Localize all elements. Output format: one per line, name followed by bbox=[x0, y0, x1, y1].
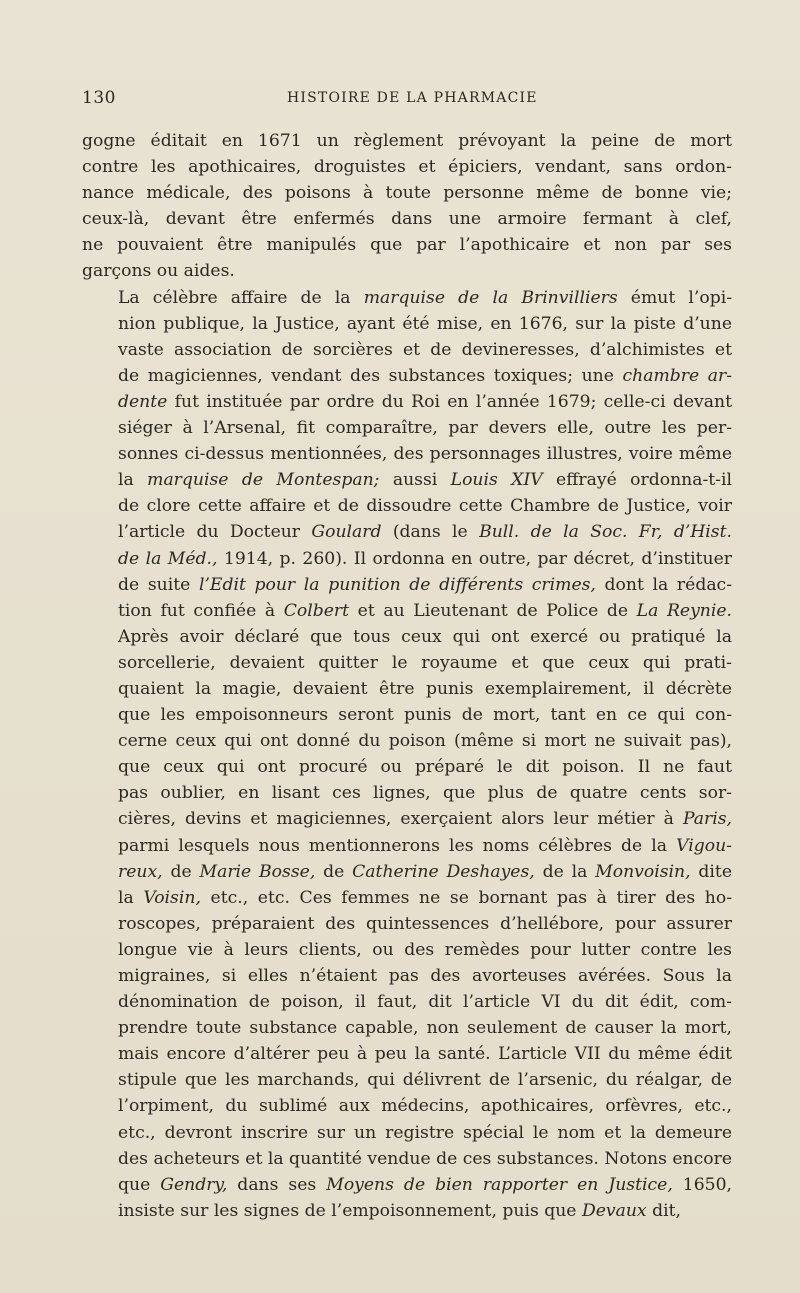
page-number: 130 bbox=[82, 88, 116, 108]
text-line: ne pouvaient être manipulés que par l’apothicaire et non par ses bbox=[82, 235, 732, 256]
text-line: insiste sur les signes de l’empoisonnement, puis que Devaux dit, bbox=[118, 1200, 681, 1221]
text-line: siéger à l’Arsenal, fit comparaître, par devers elle, outre les per- bbox=[118, 418, 732, 439]
text-line: nion publique, la Justice, ayant été mise, en 1676, sur la piste d’une bbox=[118, 313, 732, 334]
text-line: que Gendry, dans ses Moyens de bien rapporter en Justice, 1650, bbox=[118, 1174, 732, 1195]
text-line: de magiciennes, vendant des substances toxiques; une chambre ar- bbox=[118, 365, 732, 386]
text-line: de la Méd., 1914, p. 260). Il ordonna en outre, par décret, d’instituer bbox=[118, 548, 732, 569]
text-line: roscopes, préparaient des quintessences d’hellébore, pour assurer bbox=[118, 913, 732, 934]
paragraph-1 bbox=[82, 128, 732, 285]
text-line: sonnes ci-dessus mentionnées, des personnages illustres, voire même bbox=[118, 444, 732, 465]
text-line: migraines, si elles n’étaient pas des avorteuses avérées. Sous la bbox=[118, 966, 732, 986]
text-line: quaient la magie, devaient être punis exemplairement, il décrète bbox=[118, 678, 732, 699]
text-line: dénomination de poison, il faut, dit l’article VI du dit édit, com- bbox=[118, 992, 732, 1013]
text-line: longue vie à leurs clients, ou des remèdes pour lutter contre les bbox=[118, 939, 732, 960]
text-line: vaste association de sorcières et de devineresses, d’alchimistes et bbox=[118, 339, 732, 360]
text-line: l’orpiment, du sublimé aux médecins, apothicaires, orfèvres, etc., bbox=[118, 1096, 732, 1117]
text-line: etc., devront inscrire sur un registre spécial le nom et la demeure bbox=[118, 1122, 732, 1143]
text-line: la marquise de Montespan; aussi Louis XIV effrayé ordonna-t-il bbox=[118, 470, 732, 491]
text-line: cières, devins et magiciennes, exerçaient alors leur métier à Paris, bbox=[118, 809, 732, 830]
body-text bbox=[82, 128, 732, 1224]
text-line: gogne éditait en 1671 un règlement prévoyant la peine de mort bbox=[82, 131, 732, 151]
text-line: la Voisin, etc., etc. Ces femmes ne se bornant pas à tirer des ho- bbox=[118, 887, 732, 908]
page-header bbox=[82, 88, 732, 112]
paragraph-2 bbox=[82, 285, 732, 1224]
text-line: nance médicale, des poisons à toute personne même de bonne vie; bbox=[82, 183, 732, 204]
text-line: de suite l’Edit pour la punition de différents crimes, dont la rédac- bbox=[118, 574, 732, 595]
text-line: mais encore d’altérer peu à peu la santé. L’article VII du même édit bbox=[118, 1044, 732, 1065]
text-line: cerne ceux qui ont donné du poison (même si mort ne suivait pas), bbox=[118, 731, 732, 752]
text-line: dente fut instituée par ordre du Roi en l’année 1679; celle-ci devant bbox=[118, 391, 732, 412]
text-line: de clore cette affaire et de dissoudre cette Chambre de Justice, voir bbox=[118, 496, 732, 517]
text-line: La célèbre affaire de la marquise de la Brinvilliers émut l’opi- bbox=[118, 287, 733, 308]
text-line: stipule que les marchands, qui délivrent de l’arsenic, du réalgar, de bbox=[118, 1070, 732, 1091]
text-line: que les empoisonneurs seront punis de mort, tant en ce qui con- bbox=[118, 705, 732, 726]
text-line: contre les apothicaires, droguistes et épiciers, vendant, sans ordon- bbox=[82, 157, 732, 178]
text-line: que ceux qui ont procuré ou préparé le dit poison. Il ne faut bbox=[118, 757, 732, 778]
text-line: l’article du Docteur Goulard (dans le Bull. de la Soc. Fr, d’Hist. bbox=[118, 522, 732, 543]
text-line: Après avoir déclaré que tous ceux qui ont exercé ou pratiqué la bbox=[118, 626, 732, 647]
text-line: sorcellerie, devaient quitter le royaume et que ceux qui prati- bbox=[118, 652, 732, 673]
text-line: tion fut confiée à Colbert et au Lieutenant de Police de La Reynie. bbox=[118, 600, 732, 621]
text-line: reux, de Marie Bosse, de Catherine Deshayes, de la Monvoisin, dite bbox=[118, 861, 732, 882]
text-line: pas oublier, en lisant ces lignes, que plus de quatre cents sor- bbox=[118, 783, 732, 804]
running-title: HISTOIRE DE LA PHARMACIE bbox=[287, 90, 538, 106]
text-line: des acheteurs et la quantité vendue de ces substances. Notons encore bbox=[118, 1148, 732, 1169]
text-line: ceux-là, devant être enfermés dans une armoire fermant à clef, bbox=[82, 209, 732, 230]
text-line: parmi lesquels nous mentionnerons les noms célèbres de la Vigou- bbox=[118, 835, 732, 856]
text-line: prendre toute substance capable, non seulement de causer la mort, bbox=[118, 1018, 732, 1039]
text-line: garçons ou aides. bbox=[82, 261, 235, 282]
